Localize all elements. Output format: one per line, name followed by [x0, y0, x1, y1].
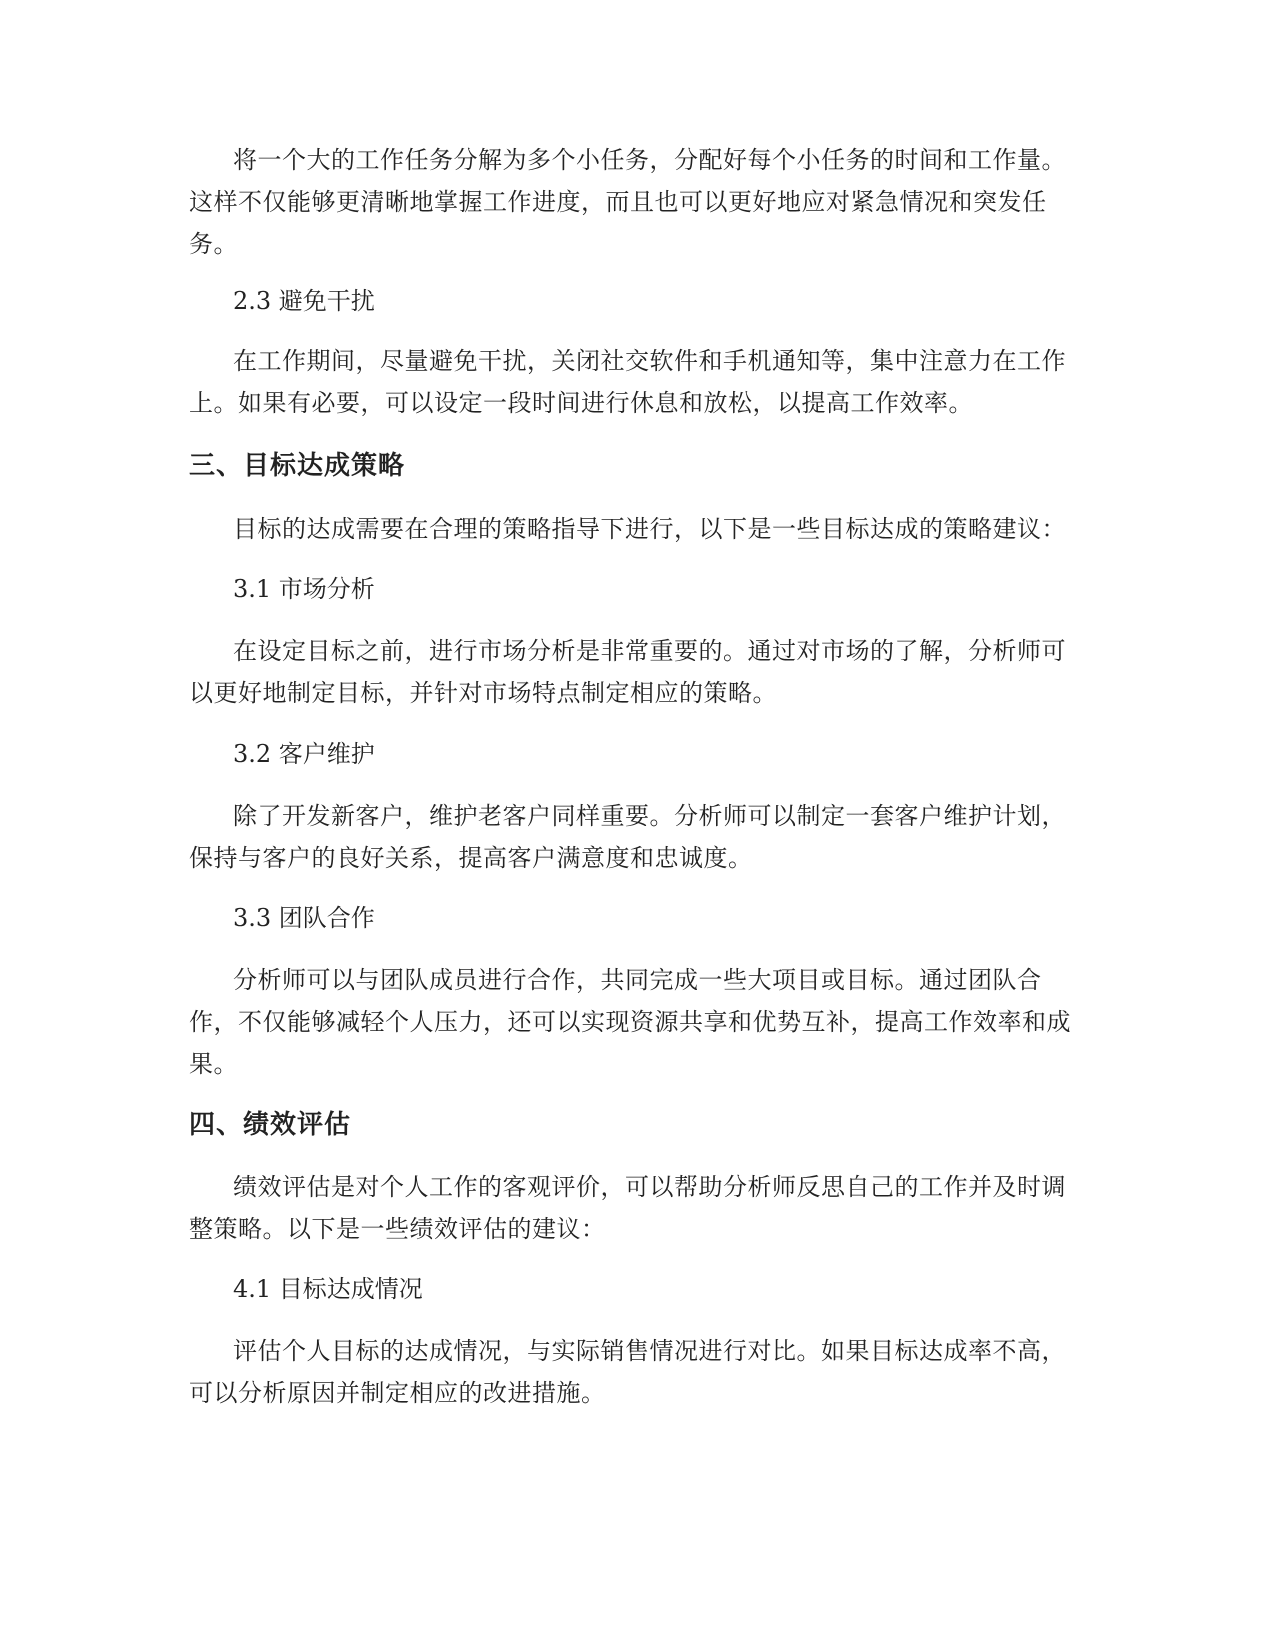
subheading-3-1: 3.1 市场分析: [233, 575, 375, 603]
paragraph-customer-maintenance: 除了开发新客户，维护老客户同样重要。分析师可以制定一套客户维护计划，保持与客户的良好关系，提高客户满意度和忠诚度。: [189, 802, 1066, 872]
paragraph-strategy-intro: 目标的达成需要在合理的策略指导下进行，以下是一些目标达成的策略建议：: [233, 515, 1066, 543]
paragraph-goal-achievement: 评估个人目标的达成情况，与实际销售情况进行对比。如果目标达成率不高，可以分析原因并制定相应的改进措施。: [189, 1337, 1066, 1407]
section-heading-3: 三、目标达成策略: [189, 451, 406, 481]
subheading-3-3: 3.3 团队合作: [233, 904, 375, 932]
subheading-3-2: 3.2 客户维护: [233, 740, 375, 768]
paragraph-avoid-distraction: 在工作期间，尽量避免干扰，关闭社交软件和手机通知等，集中注意力在工作上。如果有必要，可以设定一段时间进行休息和放松，以提高工作效率。: [189, 347, 1066, 417]
subheading-2-3: 2.3 避免干扰: [233, 287, 375, 315]
paragraph-task-breakdown: 将一个大的工作任务分解为多个小任务，分配好每个小任务的时间和工作量。这样不仅能够更清晰地掌握工作进度，而且也可以更好地应对紧急情况和突发任务。: [189, 146, 1066, 258]
paragraph-performance-intro: 绩效评估是对个人工作的客观评价，可以帮助分析师反思自己的工作并及时调整策略。以下是一些绩效评估的建议：: [189, 1173, 1066, 1243]
section-heading-4: 四、绩效评估: [189, 1110, 352, 1140]
paragraph-teamwork: 分析师可以与团队成员进行合作，共同完成一些大项目或目标。通过团队合作，不仅能够减轻个人压力，还可以实现资源共享和优势互补，提高工作效率和成果。: [189, 966, 1071, 1078]
paragraph-market-analysis: 在设定目标之前，进行市场分析是非常重要的。通过对市场的了解，分析师可以更好地制定目标，并针对市场特点制定相应的策略。: [189, 637, 1066, 707]
subheading-4-1: 4.1 目标达成情况: [233, 1275, 423, 1303]
